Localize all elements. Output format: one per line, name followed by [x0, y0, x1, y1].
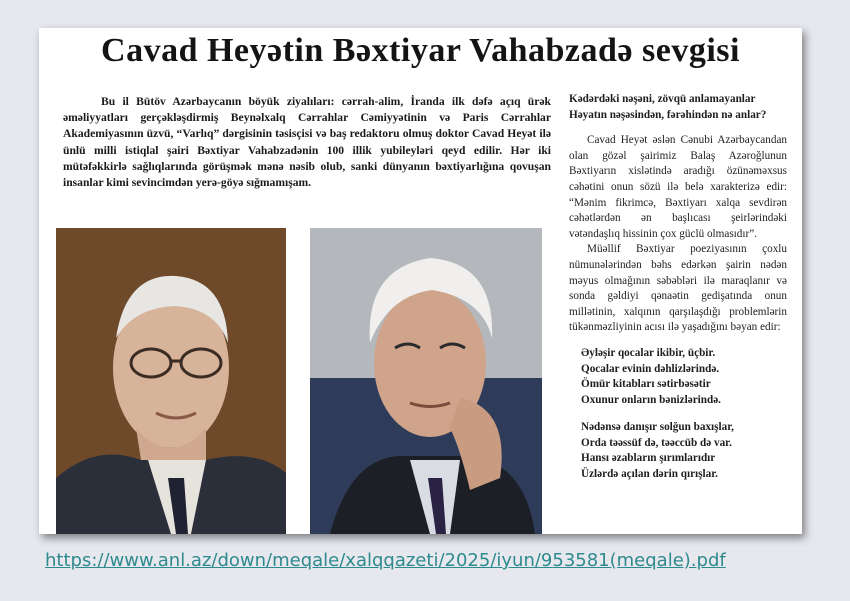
poem-line: Əyləşir qocalar ikibir, üçbir. — [581, 346, 716, 359]
article-right-column — [569, 92, 787, 495]
newspaper-clipping — [39, 28, 802, 534]
poem-stanza — [581, 420, 787, 482]
body-paragraph: Müəllif Bəxtiyar poeziyasının çoxlu nümunələrindən bəhs edərkən şairin nədən məyus olmağının səbəbləri ilə maraqlanır və sonda gəldiyi qənaətin gedişatında onun millətinin, xalqının qarşılaşdığı problemlərin tükənməzliyinin acısı ilə yaşadığını bəyan edir: — [569, 243, 787, 334]
poem-line: Üzlərdə açılan dərin qırışlar. — [581, 468, 718, 481]
source-link[interactable]: https://www.anl.az/down/meqale/xalqqazeti/2025/iyun/953581(meqale).pdf — [45, 550, 726, 571]
poem-line: Ömür kitabları sətirbəsətir — [581, 378, 711, 391]
poem-line: Qocalar evinin dəhlizlərində. — [581, 362, 720, 375]
poem-line: Orda təəssüf də, təəccüb də var. — [581, 436, 732, 449]
photo-bakhtiyar-vahabzade — [310, 228, 542, 534]
epigraph — [569, 92, 787, 123]
photo-cavad-heyat — [56, 228, 286, 534]
epigraph-line: Həyatın nəşəsindən, fərəhindən nə anlar? — [569, 108, 767, 121]
poem-stanza — [581, 346, 787, 408]
epigraph-line: Kədərdəki nəşəni, zövqü anlamayanlar — [569, 93, 756, 105]
poem-line: Nədənsə danışır solğun baxışlar, — [581, 421, 734, 434]
body-paragraph: Cavad Heyət əslən Cənubi Azərbaycandan olan gözəl şairimiz Balaş Azəroğlunun Bəxtiyarın xislətində aradığı özünəməxsus cəhətini onun sözü ilə belə xarakterizə edir: “Mənim fikrimcə, Bəxtiyarı xalqa sevdirən cəhətlərdən ən başlıcası şeirlərindəki vətəndaşlıq hissinin çox güclü olmasıdır”. — [569, 134, 787, 240]
poem-line: Oxunur onların bənizlərində. — [581, 393, 721, 406]
article-intro: Bu il Bütöv Azərbaycanın böyük ziyalıları: cərrah-alim, İranda ilk dəfə açıq ürək əməliyyatları gerçəkləşdirmiş Beynəlxalq Cərrahlar Cəmiyyətinin və Paris Cərrahlar Akademiyasının üzvü, “Varlıq” dərgisinin təsisçisi və baş redaktoru olmuş doktor Cavad Heyət ilə ünlü milli istiqlal şairi Bəxtiyar Vahabzadənin 100 illik yubileyləri qeyd edilir. Hər iki mütəfəkkirlə sağlıqlarında görüşmək mənə nəsib olub, sanki dünyanın bəxtiyarlığına qovuşan insanlar kimi sevincimdən yerə-göyə sığmamışam. — [63, 95, 551, 190]
poem-line: Hansı əzabların şırımlarıdır — [581, 452, 716, 465]
article-headline: Cavad Heyətin Bəxtiyar Vahabzadə sevgisi — [101, 32, 740, 69]
poem — [569, 346, 787, 483]
